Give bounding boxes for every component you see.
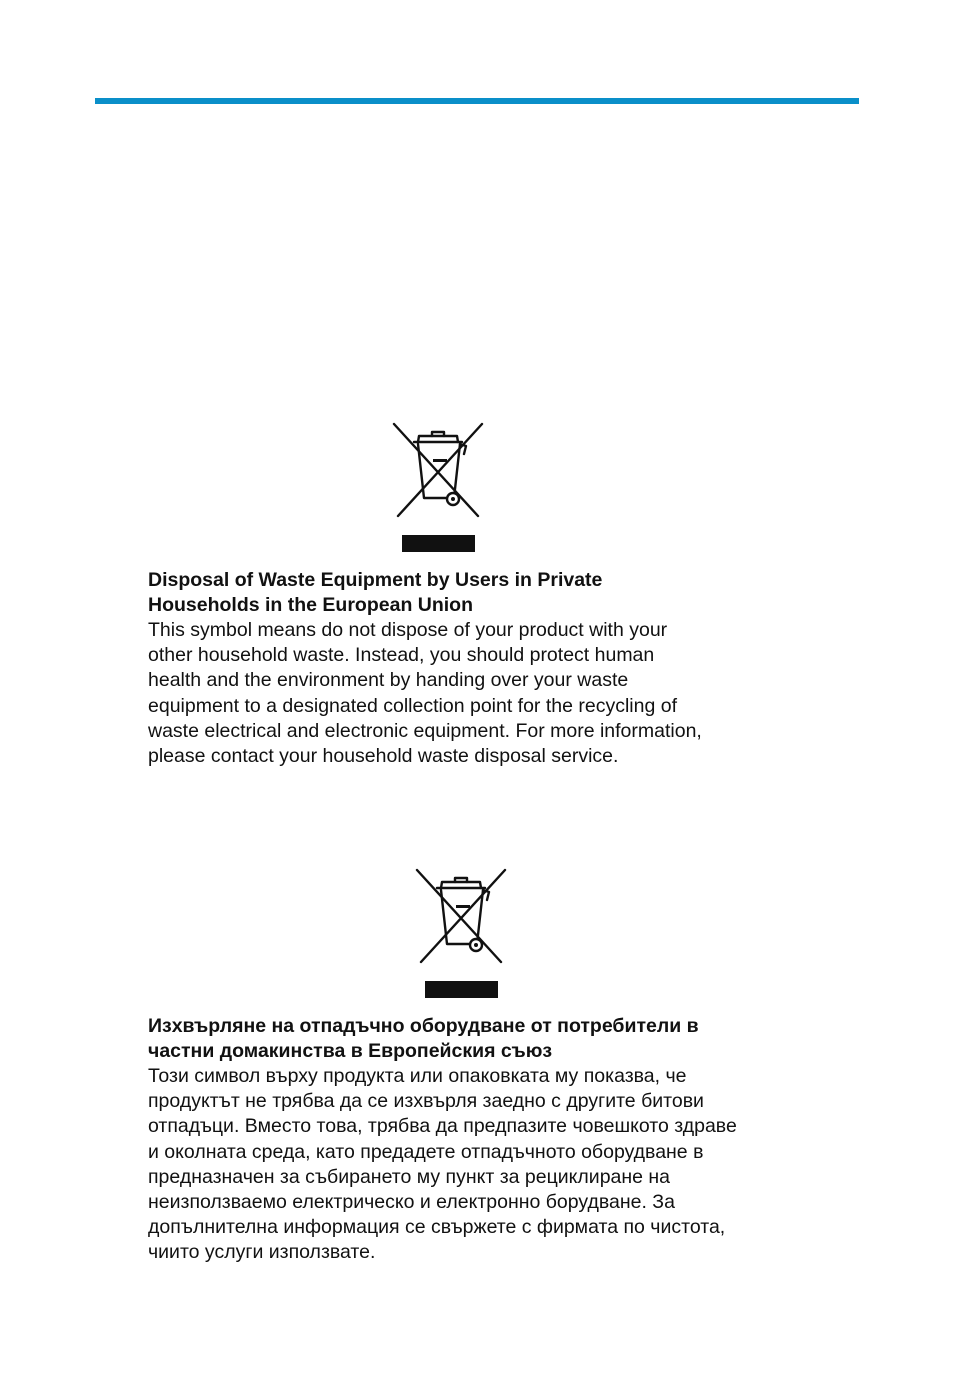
weee-notice-bulgarian [148, 1014, 808, 1266]
weee-notice-english [148, 568, 808, 769]
top-accent-rule [95, 98, 859, 104]
crossed-out-wheelie-bin-icon [415, 868, 507, 1000]
notice-body: Този символ върху продукта или опаковката му показва, че продуктът не трябва да се изхвърля заедно с другите битови отпадъци. Вместо това, трябва да предпазите човешкото здраве и околната среда, като предадете отпадъчното оборудване в предназначен за събирането му пункт за рециклиране на неизползваемо електрическо и електронно борудване. За допълнителна информация се свържете с фирмата по чистота, чиито услуги използвате. [148, 1065, 737, 1264]
notice-body: This symbol means do not dispose of your product with your other household waste. Instead, you should protect human health and the environment by handing over your waste equipment to a designated collection point for the recycling of waste electrical and electronic equipment. For more information, please contact your household waste disposal service. [148, 619, 702, 768]
notice-heading: Изхвърляне на отпадъчно оборудване от потребители в частни домакинства в Европейския съюз [148, 1015, 699, 1062]
crossed-out-wheelie-bin-icon [392, 422, 484, 554]
notice-heading: Disposal of Waste Equipment by Users in Private Households in the European Union [148, 569, 603, 616]
